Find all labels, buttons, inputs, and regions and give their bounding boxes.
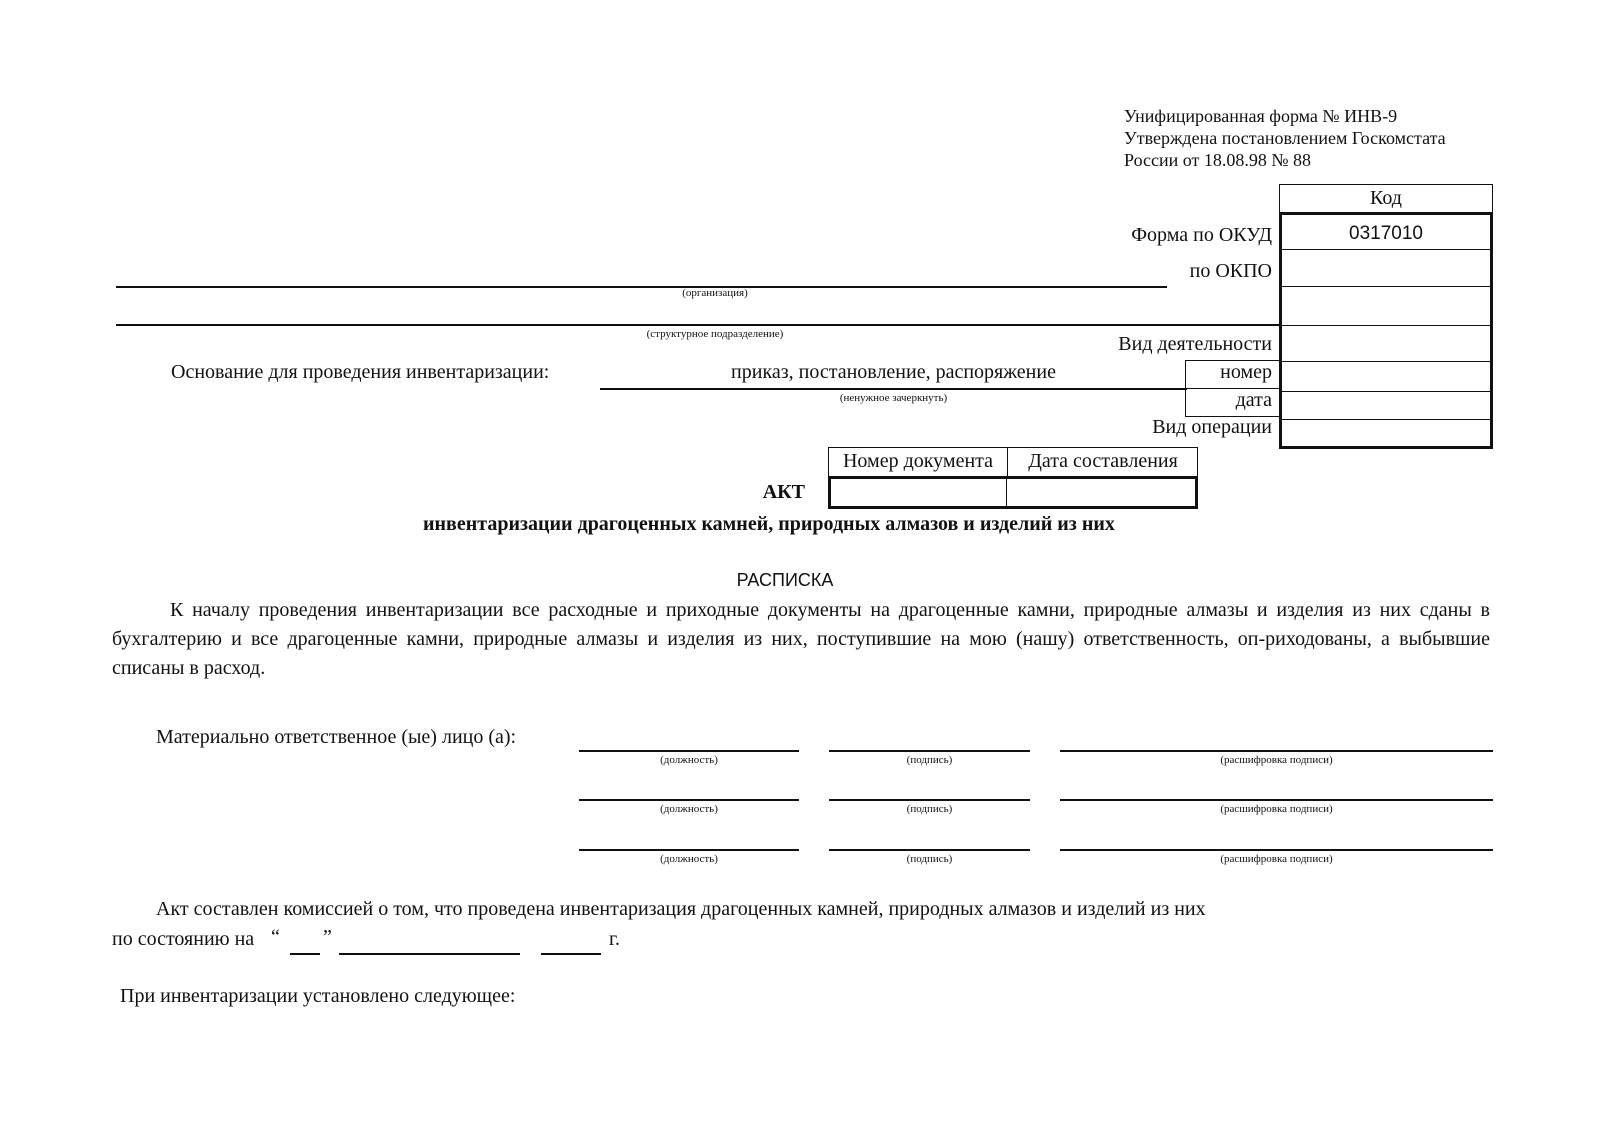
activity-label: Вид деятельности bbox=[1118, 333, 1272, 355]
doc-header-row bbox=[828, 447, 1198, 478]
position-caption-1: (должность) bbox=[660, 754, 718, 766]
activity-code-cell[interactable] bbox=[1282, 328, 1490, 359]
decree-line: России от 18.08.98 № 88 bbox=[1124, 150, 1312, 170]
decoding-field-1[interactable] bbox=[1060, 750, 1493, 752]
signature-field-1[interactable] bbox=[829, 750, 1030, 752]
doc-date-header: Дата составления bbox=[1028, 450, 1178, 472]
subdivision-field[interactable] bbox=[116, 324, 1281, 326]
code-values-box bbox=[1279, 212, 1493, 449]
year-suffix: г. bbox=[609, 928, 620, 950]
okpo-code-cell[interactable] bbox=[1282, 252, 1490, 284]
month-field[interactable] bbox=[339, 953, 520, 955]
okud-code-value[interactable]: 0317010 bbox=[1349, 223, 1423, 244]
okud-label: Форма по ОКУД bbox=[1131, 224, 1272, 246]
position-caption-2: (должность) bbox=[660, 803, 718, 815]
doc-values-row bbox=[828, 476, 1198, 509]
state-prefix: по состоянию на bbox=[112, 928, 255, 950]
signature-field-3[interactable] bbox=[829, 849, 1030, 851]
code-column-header bbox=[1279, 184, 1493, 214]
decoding-caption-1: (расшифровка подписи) bbox=[1220, 754, 1333, 766]
quote-close: ” bbox=[323, 926, 332, 948]
day-field[interactable] bbox=[290, 953, 320, 955]
decoding-field-3[interactable] bbox=[1060, 849, 1493, 851]
quote-open: “ bbox=[271, 926, 280, 948]
commission-text: Акт составлен комиссией о том, что проведена инвентаризация драгоценных камней, природных алмазов и изделий из них bbox=[156, 898, 1206, 920]
doc-date-cell[interactable] bbox=[1008, 479, 1195, 506]
subdivision-caption: (структурное подразделение) bbox=[646, 328, 784, 340]
form-number-line: Унифицированная форма № ИНВ-9 bbox=[1124, 106, 1398, 126]
operation-code-cell[interactable] bbox=[1282, 422, 1490, 446]
year-field[interactable] bbox=[541, 953, 601, 955]
signature-caption-3: (подпись) bbox=[906, 853, 953, 865]
approved-line: Утверждена постановлением Госкомстата bbox=[1124, 128, 1446, 148]
doc-number-cell[interactable] bbox=[831, 479, 1005, 506]
signature-caption-1: (подпись) bbox=[906, 754, 953, 766]
date-label: дата bbox=[1235, 389, 1272, 411]
basis-field[interactable] bbox=[600, 388, 1187, 390]
findings-label: При инвентаризации установлено следующее: bbox=[120, 985, 516, 1007]
extra-code-cell[interactable] bbox=[1282, 289, 1490, 323]
number-code-cell[interactable] bbox=[1282, 364, 1490, 390]
okpo-label: по ОКПО bbox=[1189, 260, 1272, 282]
receipt-text: К началу проведения инвентаризации все расходные и приходные документы на драгоценные камни, природные алмазы и изделия из них сданы в бухгалтерию и все драгоценные камни, природные алмазы и изделия из них, поступившие на мою (нашу) ответственность, оп-риходованы, а выбывшие списаны в расход. bbox=[112, 599, 1490, 679]
decoding-field-2[interactable] bbox=[1060, 799, 1493, 801]
act-label: АКТ bbox=[762, 481, 805, 503]
signature-field-2[interactable] bbox=[829, 799, 1030, 801]
basis-label: Основание для проведения инвентаризации: bbox=[171, 361, 550, 383]
operation-label: Вид операции bbox=[1152, 416, 1272, 438]
strike-caption: (ненужное зачеркнуть) bbox=[839, 392, 948, 404]
code-header-text: Код bbox=[1370, 187, 1402, 209]
receipt-title: РАСПИСКА bbox=[736, 570, 834, 590]
organization-caption: (организация) bbox=[682, 287, 748, 299]
act-subtitle: инвентаризации драгоценных камней, природных алмазов и изделий из них bbox=[423, 513, 1115, 535]
decoding-caption-2: (расшифровка подписи) bbox=[1220, 803, 1333, 815]
position-field-2[interactable] bbox=[579, 799, 799, 801]
position-field-1[interactable] bbox=[579, 750, 799, 752]
number-label: номер bbox=[1220, 361, 1272, 383]
basis-value: приказ, постановление, распоряжение bbox=[731, 361, 1056, 383]
position-caption-3: (должность) bbox=[660, 853, 718, 865]
doc-number-header: Номер документа bbox=[842, 450, 994, 472]
responsible-persons-label: Материально ответственное (ые) лицо (а): bbox=[156, 726, 517, 748]
position-field-3[interactable] bbox=[579, 849, 799, 851]
decoding-caption-3: (расшифровка подписи) bbox=[1220, 853, 1333, 865]
date-code-cell[interactable] bbox=[1282, 394, 1490, 418]
signature-caption-2: (подпись) bbox=[906, 803, 953, 815]
